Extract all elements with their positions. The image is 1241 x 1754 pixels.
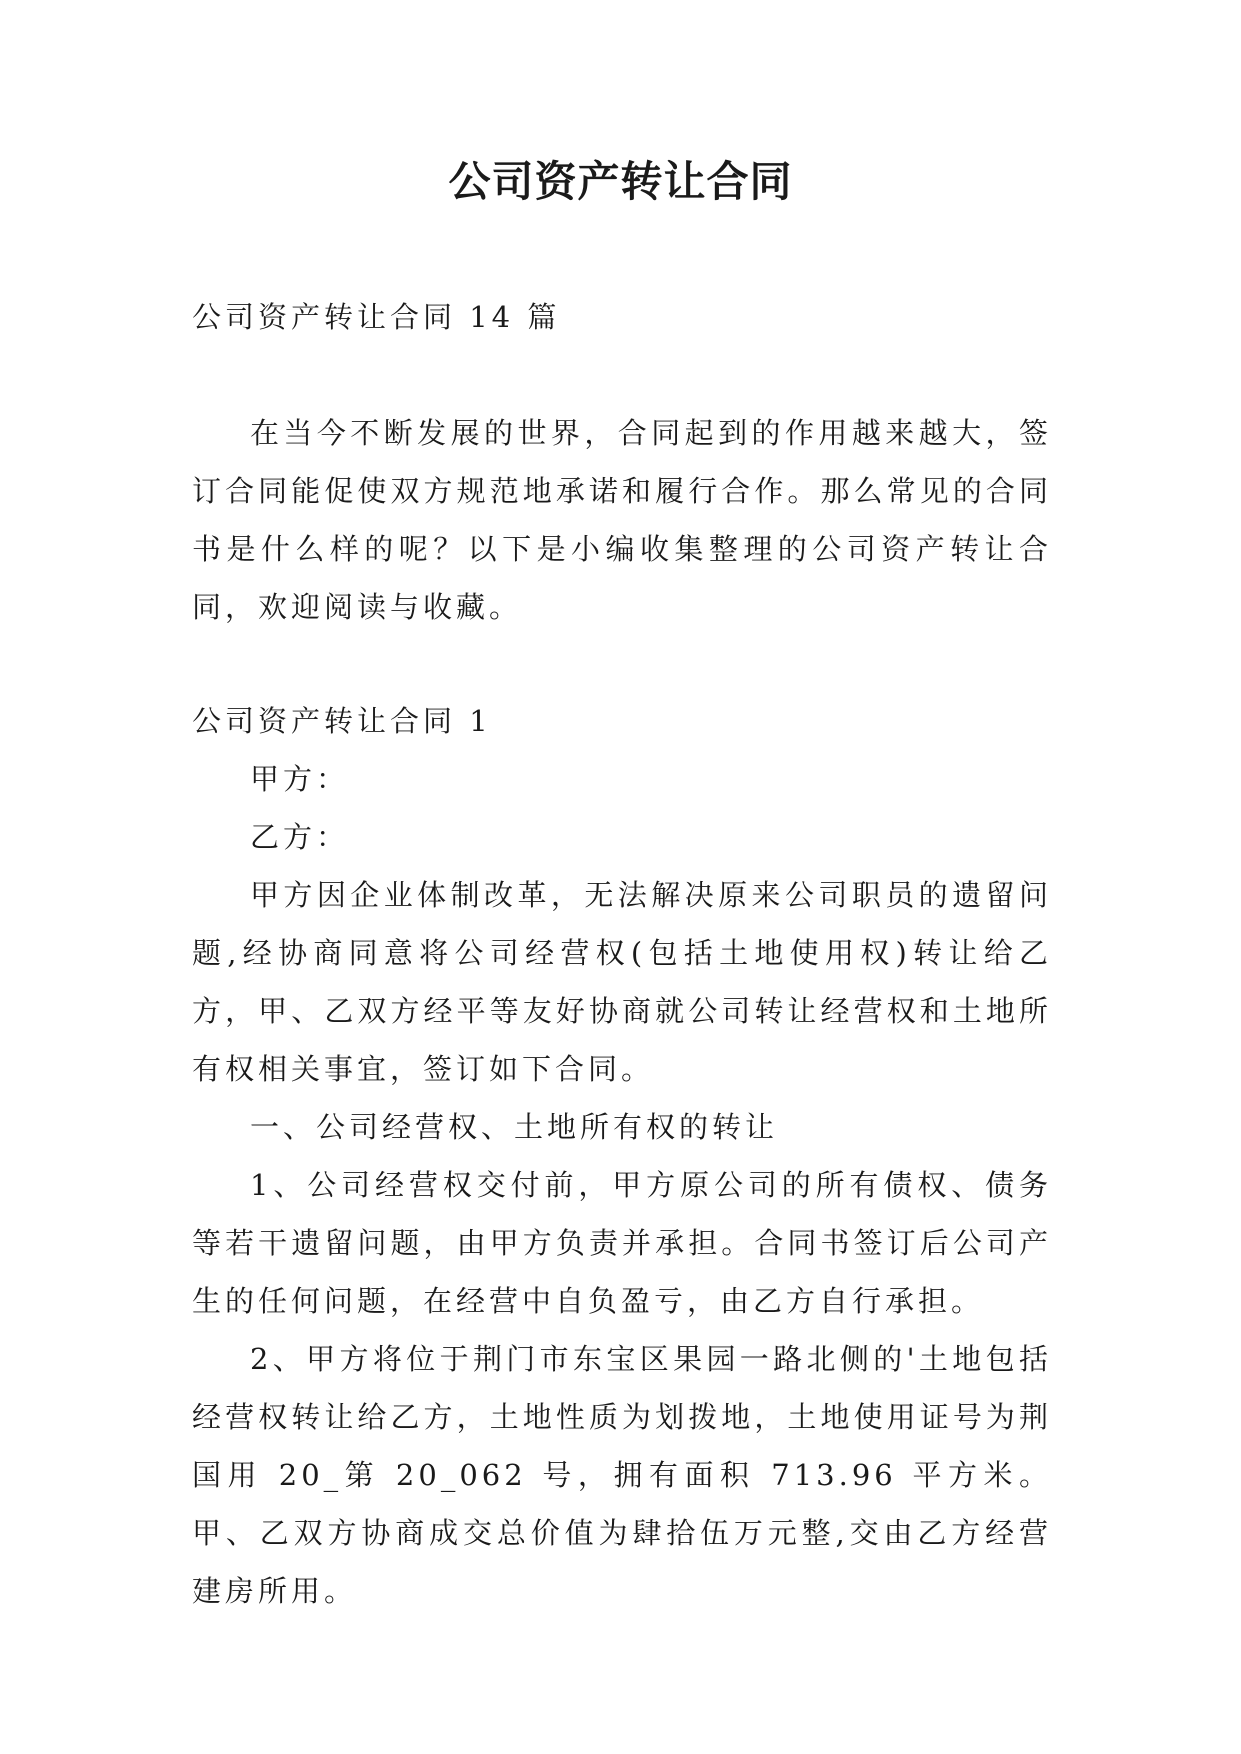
contract-body xyxy=(192,750,1052,1620)
clause-1-paragraph: 1、公司经营权交付前，甲方原公司的所有债权、债务等若干遗留问题，由甲方负责并承担。合同书签订后公司产生的任何问题，在经营中自负盈亏，由乙方自行承担。 xyxy=(192,1168,1052,1318)
intro-paragraph: 在当今不断发展的世界，合同起到的作用越来越大，签订合同能促使双方规范地承诺和履行合作。那么常见的合同书是什么样的呢？以下是小编收集整理的公司资产转让合同，欢迎阅读与收藏。 xyxy=(192,416,1052,624)
document-subtitle: 公司资产转让合同 14 篇 xyxy=(192,300,561,334)
party-a-line: 甲方： xyxy=(250,762,350,796)
clause-2-paragraph: 2、甲方将位于荆门市东宝区果园一路北侧的'土地包括经营权转让给乙方，土地性质为划拨地，土地使用证号为荆国用 20_第 20_062 号，拥有面积 713.96 平方米。甲、乙双方协商成交总价值为肆拾伍万元整,交由乙方经营建房所用。 xyxy=(192,1342,1052,1608)
document-title: 公司资产转让合同 xyxy=(448,157,793,206)
preamble-paragraph: 甲方因企业体制改革，无法解决原来公司职员的遗留问题,经协商同意将公司经营权(包括土地使用权)转让给乙方，甲、乙双方经平等友好协商就公司转让经营权和土地所有权相关事宜，签订如下合同。 xyxy=(192,878,1052,1086)
section-heading: 公司资产转让合同 1 xyxy=(192,704,492,738)
clause-heading: 一、公司经营权、土地所有权的转让 xyxy=(250,1110,779,1144)
party-b-line: 乙方： xyxy=(250,820,350,854)
